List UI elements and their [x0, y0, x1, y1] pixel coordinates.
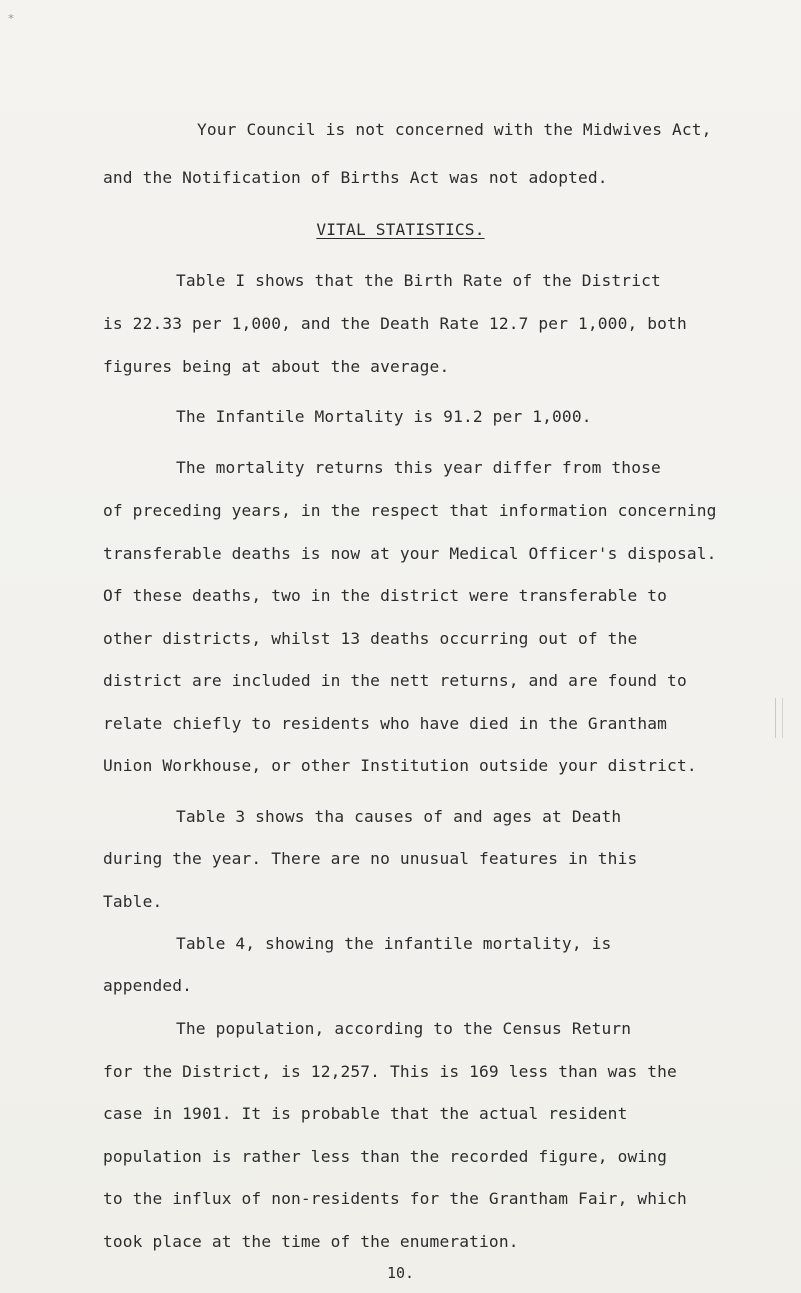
intro-line-1: Your Council is not concerned with the Midwives Act, [197, 120, 712, 139]
birth-rate-line-3: figures being at about the average. [103, 357, 450, 376]
mortality-line-6: district are included in the nett returns, and are found to [103, 671, 687, 690]
page-number: 10. [386, 1264, 415, 1282]
birth-rate-line-1: Table I shows that the Birth Rate of the District [176, 271, 661, 290]
table3-line-1: Table 3 shows tha causes of and ages at Death [176, 807, 622, 826]
birth-rate-line-2: is 22.33 per 1,000, and the Death Rate 12.7 per 1,000, both [103, 314, 687, 333]
infantile-line-1: The Infantile Mortality is 91.2 per 1,000. [176, 407, 592, 426]
population-line-2: for the District, is 12,257. This is 169 less than was the [103, 1062, 677, 1081]
mortality-line-8: Union Workhouse, or other Institution outside your district. [103, 756, 697, 775]
mortality-line-1: The mortality returns this year differ from those [176, 458, 661, 477]
mortality-line-3: transferable deaths is now at your Medical Officer's disposal. [103, 544, 717, 563]
mortality-line-2: of preceding years, in the respect that information concerning [103, 501, 717, 520]
population-line-3: case in 1901. It is probable that the actual resident [103, 1104, 628, 1123]
table3-line-3: Table. [103, 892, 163, 911]
table4-line-1: Table 4, showing the infantile mortality, is [176, 934, 612, 953]
mortality-line-7: relate chiefly to residents who have died in the Grantham [103, 714, 668, 733]
table3-line-2: during the year. There are no unusual features in this [103, 849, 638, 868]
corner-mark-icon: ⁎ [8, 8, 14, 22]
population-line-5: to the influx of non-residents for the Grantham Fair, which [103, 1189, 687, 1208]
population-line-6: took place at the time of the enumeration. [103, 1232, 519, 1251]
intro-line-2: and the Notification of Births Act was not adopted. [103, 168, 608, 187]
mortality-line-5: other districts, whilst 13 deaths occurring out of the [103, 629, 638, 648]
population-line-1: The population, according to the Census Return [176, 1019, 632, 1038]
mortality-line-4: Of these deaths, two in the district were transferable to [103, 586, 668, 605]
page-edge-mark [775, 698, 783, 738]
population-line-4: population is rather less than the recorded figure, owing [103, 1147, 668, 1166]
section-heading: VITAL STATISTICS. [316, 220, 485, 239]
table4-line-2: appended. [103, 976, 193, 995]
